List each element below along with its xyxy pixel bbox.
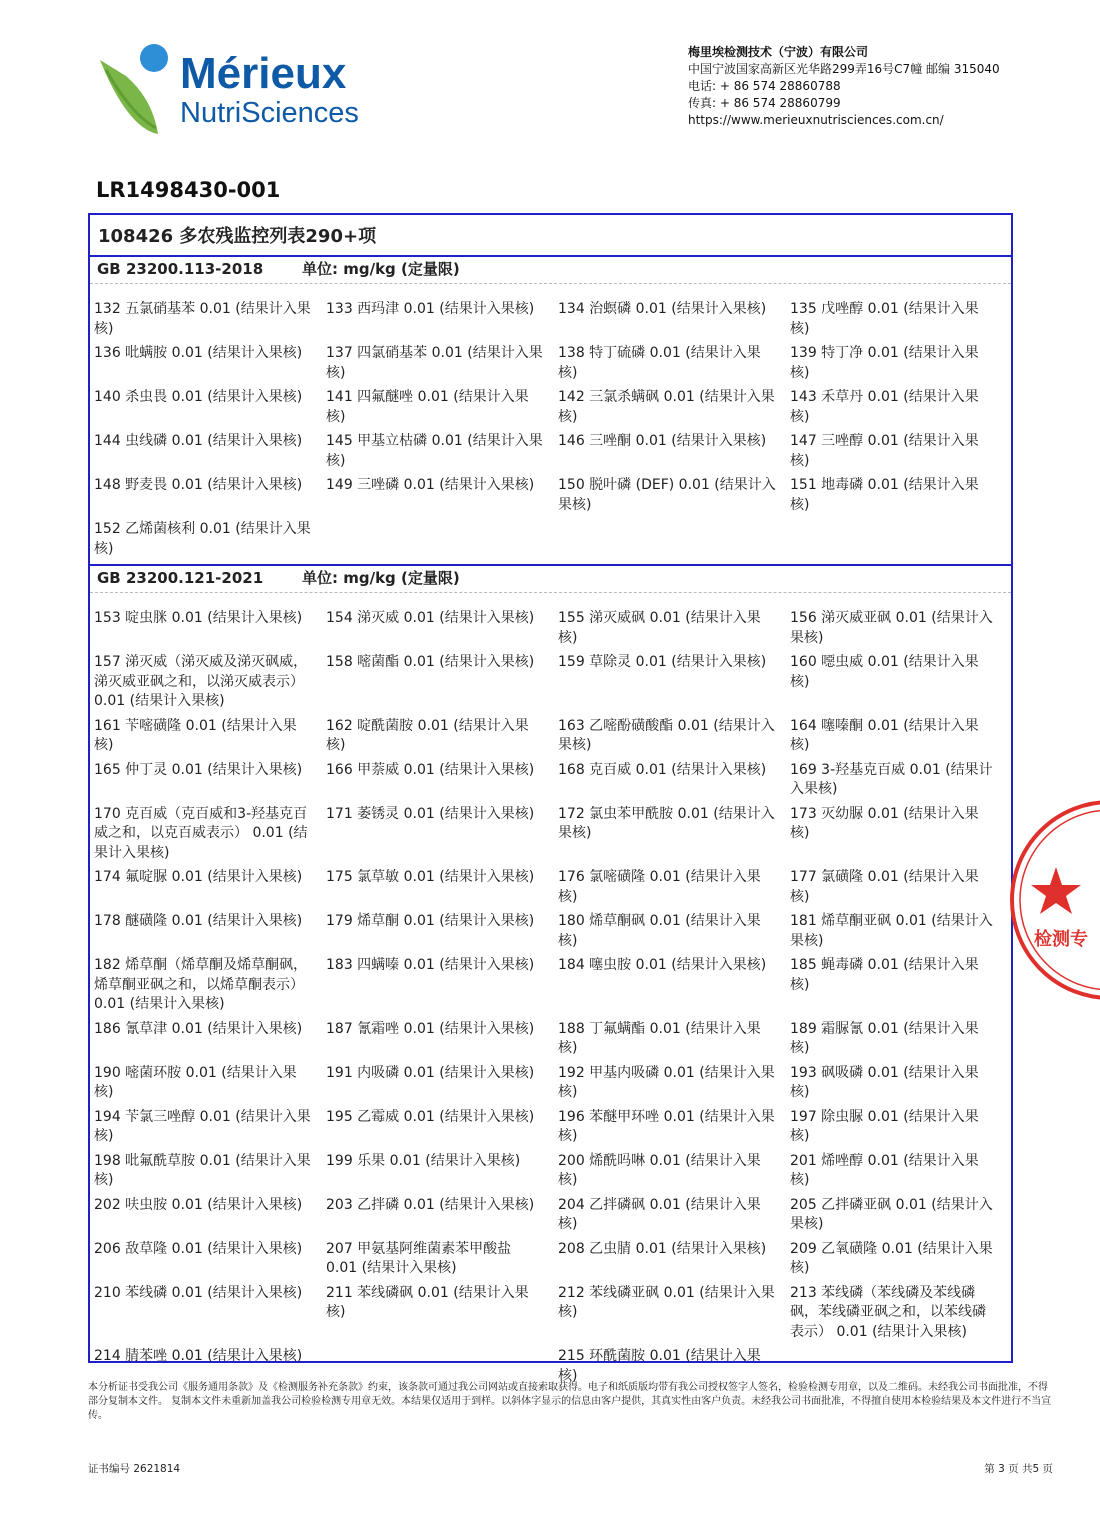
analyte-item: 142 三氯杀螨砜 0.01 (结果计入果核) (558, 389, 775, 425)
analyte-item: 139 特丁净 0.01 (结果计入果核) (790, 345, 979, 381)
results-table (88, 213, 1013, 1384)
analyte-item: 189 霜脲氰 0.01 (结果计入果核) (790, 1020, 979, 1056)
analyte-item: 179 烯草酮 0.01 (结果计入果核) (326, 913, 535, 929)
analyte-item: 143 禾草丹 0.01 (结果计入果核) (790, 389, 979, 425)
logo-wordmark (96, 40, 366, 140)
section-1 (90, 257, 1011, 564)
analyte-item: 156 涕灭威亚砜 0.01 (结果计入果核) (790, 610, 993, 646)
analyte-item: 169 3-羟基克百威 0.01 (结果计入果核) (790, 761, 993, 797)
analyte-item: 200 烯酰吗啉 0.01 (结果计入果核) (558, 1152, 761, 1188)
analyte-item: 168 克百威 0.01 (结果计入果核) (558, 761, 767, 778)
analyte-item: 171 萎锈灵 0.01 (结果计入果核) (326, 805, 535, 822)
analyte-item: 166 甲萘威 0.01 (结果计入果核) (326, 761, 535, 778)
inspection-stamp (1020, 785, 1100, 1015)
analyte-item: 140 杀虫畏 0.01 (结果计入果核) (94, 389, 303, 405)
report-id: LR1498430-001 (96, 178, 281, 202)
stamp-text: 检测专 (1034, 929, 1088, 950)
analyte-item: 191 内吸磷 0.01 (结果计入果核) (326, 1064, 535, 1081)
star-icon (1031, 867, 1081, 914)
analyte-item: 155 涕灭威砜 0.01 (结果计入果核) (558, 610, 761, 646)
analyte-item: 157 涕灭威（涕灭威及涕灭砜威，涕灭威亚砜之和，以涕灭威表示） 0.01 (结果计入果核) (94, 654, 308, 709)
analyte-item: 209 乙氧磺隆 0.01 (结果计入果核) (790, 1240, 993, 1276)
analyte-item: 151 地毒磷 0.01 (结果计入果核) (790, 477, 979, 513)
analyte-item: 158 嘧菌酯 0.01 (结果计入果核) (326, 654, 535, 670)
company-name: 梅里埃检测技术（宁波）有限公司 (688, 45, 869, 59)
logo-text-merieux: Mérieux (180, 49, 347, 98)
section-header (90, 566, 1011, 593)
analyte-item: 202 呋虫胺 0.01 (结果计入果核) (94, 1196, 303, 1213)
analyte-item: 197 除虫脲 0.01 (结果计入果核) (790, 1108, 979, 1144)
analyte-item: 162 啶酰菌胺 0.01 (结果计入果核) (326, 717, 529, 753)
analyte-item: 170 克百威（克百威和3-羟基克百威之和，以克百威表示） 0.01 (结果计入果核) (94, 805, 308, 861)
analyte-item: 173 灭幼脲 0.01 (结果计入果核) (790, 805, 979, 841)
analyte-item: 141 四氟醚唑 0.01 (结果计入果核) (326, 389, 529, 425)
analyte-item: 137 四氯硝基苯 0.01 (结果计入果核) (326, 345, 543, 381)
analyte-item: 187 氰霜唑 0.01 (结果计入果核) (326, 1020, 535, 1037)
company-info (688, 44, 1000, 129)
analyte-item: 208 乙虫腈 0.01 (结果计入果核) (558, 1240, 767, 1257)
standard-code: GB 23200.113-2018 (97, 260, 264, 278)
analyte-item: 160 噁虫威 0.01 (结果计入果核) (790, 654, 979, 690)
company-url[interactable]: https://www.merieuxnutrisciences.com.cn/ (688, 113, 944, 127)
analyte-item: 136 吡螨胺 0.01 (结果计入果核) (94, 345, 303, 361)
analyte-item: 210 苯线磷 0.01 (结果计入果核) (94, 1284, 303, 1301)
analyte-item: 133 西玛津 0.01 (结果计入果核) (326, 301, 535, 317)
analyte-item: 148 野麦畏 0.01 (结果计入果核) (94, 477, 303, 493)
analyte-item: 198 吡氟酰草胺 0.01 (结果计入果核) (94, 1152, 311, 1188)
analyte-item: 192 甲基内吸磷 0.01 (结果计入果核) (558, 1064, 775, 1100)
analyte-item: 154 涕灭威 0.01 (结果计入果核) (326, 610, 535, 626)
page-indicator: 第 3 页 共5 页 (984, 1463, 1053, 1475)
analyte-item: 176 氯嘧磺隆 0.01 (结果计入果核) (558, 869, 761, 905)
analyte-item: 177 氯磺隆 0.01 (结果计入果核) (790, 869, 979, 905)
section-header (90, 257, 1011, 284)
analyte-grid (90, 300, 1011, 564)
analyte-item: 184 噻虫胺 0.01 (结果计入果核) (558, 957, 767, 973)
analyte-item: 147 三唑醇 0.01 (结果计入果核) (790, 433, 979, 469)
analyte-item: 135 戊唑醇 0.01 (结果计入果核) (790, 301, 979, 337)
analyte-item: 214 腈苯唑 0.01 (结果计入果核) (94, 1348, 303, 1364)
certificate-number: 证书编号 2621814 (88, 1463, 181, 1475)
analyte-item: 188 丁氟螨酯 0.01 (结果计入果核) (558, 1020, 761, 1056)
company-fax: 传真: + 86 574 28860799 (688, 96, 841, 110)
analyte-item: 172 氯虫苯甲酰胺 0.01 (结果计入果核) (558, 805, 775, 841)
analyte-item: 174 氟啶脲 0.01 (结果计入果核) (94, 869, 303, 885)
analyte-item: 215 环酰菌胺 0.01 (结果计入果核) (558, 1348, 761, 1384)
analyte-item: 163 乙嘧酚磺酸酯 0.01 (结果计入果核) (558, 717, 775, 753)
company-address: 中国宁波国家高新区光华路299弄16号C7幢 邮编 315040 (688, 62, 1000, 76)
standard-code: GB 23200.121-2021 (97, 569, 264, 587)
analyte-item: 205 乙拌磷亚砜 0.01 (结果计入果核) (790, 1196, 993, 1232)
analyte-item: 181 烯草酮亚砜 0.01 (结果计入果核) (790, 913, 993, 949)
analyte-item: 150 脱叶磷 (DEF) 0.01 (结果计入果核) (558, 477, 776, 513)
analyte-item: 175 氯草敏 0.01 (结果计入果核) (326, 869, 535, 885)
analyte-item: 138 特丁硫磷 0.01 (结果计入果核) (558, 345, 761, 381)
analyte-item: 206 敌草隆 0.01 (结果计入果核) (94, 1240, 303, 1257)
analyte-item: 212 苯线磷亚砜 0.01 (结果计入果核) (558, 1284, 775, 1320)
analyte-item: 152 乙烯菌核利 0.01 (结果计入果核) (94, 521, 311, 557)
analyte-item: 164 噻嗪酮 0.01 (结果计入果核) (790, 717, 979, 753)
analyte-item: 165 仲丁灵 0.01 (结果计入果核) (94, 761, 303, 778)
disclaimer: 本分析证书受我公司《服务通用条款》及《检测服务补充条款》约束，该条款可通过我公司网站或直接索取获得。电子和纸质版均带有我公司授权签字人签名，检验检测专用章，以及二维码。未经我公司书面批准，不得部分复制本文件。 复制本文件未重新加盖我公司检验检测专用章无效。本结果仅适用于到样。以斜体字显示的信息由客户提供，其真实性由客户负责。未经我公司书面批准，不得擅自使用本检验结果及本文件进行不当宣传。 (88, 1382, 1052, 1421)
analyte-item: 178 醚磺隆 0.01 (结果计入果核) (94, 913, 303, 929)
unit-label: 单位: mg/kg (定量限) (302, 260, 460, 278)
analyte-item: 213 苯线磷（苯线磷及苯线磷砜，苯线磷亚砜之和，以苯线磷表示） 0.01 (结果计入果核) (790, 1284, 986, 1340)
analyte-item: 204 乙拌磷砜 0.01 (结果计入果核) (558, 1196, 761, 1232)
section-2 (90, 566, 1011, 1391)
analyte-item: 199 乐果 0.01 (结果计入果核) (326, 1152, 521, 1169)
analyte-item: 195 乙霉威 0.01 (结果计入果核) (326, 1108, 535, 1125)
analyte-item: 201 烯唑醇 0.01 (结果计入果核) (790, 1152, 979, 1188)
analyte-item: 194 苄氯三唑醇 0.01 (结果计入果核) (94, 1108, 311, 1144)
analyte-item: 211 苯线磷砜 0.01 (结果计入果核) (326, 1284, 529, 1320)
analyte-item: 153 啶虫脒 0.01 (结果计入果核) (94, 610, 303, 626)
analyte-item: 193 砜吸磷 0.01 (结果计入果核) (790, 1064, 979, 1100)
analyte-item: 145 甲基立枯磷 0.01 (结果计入果核) (326, 433, 543, 469)
analyte-item: 161 苄嘧磺隆 0.01 (结果计入果核) (94, 717, 297, 753)
analyte-item: 149 三唑磷 0.01 (结果计入果核) (326, 477, 535, 493)
analyte-item: 196 苯醚甲环唑 0.01 (结果计入果核) (558, 1108, 775, 1144)
analyte-item: 186 氰草津 0.01 (结果计入果核) (94, 1020, 303, 1037)
analyte-item: 207 甲氨基阿维菌素苯甲酸盐 0.01 (结果计入果核) (326, 1240, 512, 1276)
unit-label: 单位: mg/kg (定量限) (302, 569, 460, 587)
table-title: 108426 多农残监控列表290+项 (90, 215, 1011, 257)
analyte-item: 185 蝇毒磷 0.01 (结果计入果核) (790, 957, 979, 993)
analyte-item: 203 乙拌磷 0.01 (结果计入果核) (326, 1196, 535, 1213)
analyte-item: 144 虫线磷 0.01 (结果计入果核) (94, 433, 303, 449)
company-logo (96, 40, 376, 140)
logo-text-nutrisciences: NutriSciences (180, 97, 359, 129)
analyte-item: 183 四螨嗪 0.01 (结果计入果核) (326, 957, 535, 973)
analyte-grid (90, 609, 1011, 1391)
analyte-item: 132 五氯硝基苯 0.01 (结果计入果核) (94, 301, 311, 337)
company-phone: 电话: + 86 574 28860788 (688, 79, 841, 93)
analyte-item: 180 烯草酮砜 0.01 (结果计入果核) (558, 913, 761, 949)
analyte-item: 190 嘧菌环胺 0.01 (结果计入果核) (94, 1064, 297, 1100)
analyte-item: 134 治螟磷 0.01 (结果计入果核) (558, 301, 767, 317)
analyte-item: 146 三唑酮 0.01 (结果计入果核) (558, 433, 767, 449)
analyte-item: 159 草除灵 0.01 (结果计入果核) (558, 654, 767, 670)
analyte-item: 182 烯草酮（烯草酮及烯草酮砜，烯草酮亚砜之和，以烯草酮表示） 0.01 (结果计入果核) (94, 957, 308, 1012)
